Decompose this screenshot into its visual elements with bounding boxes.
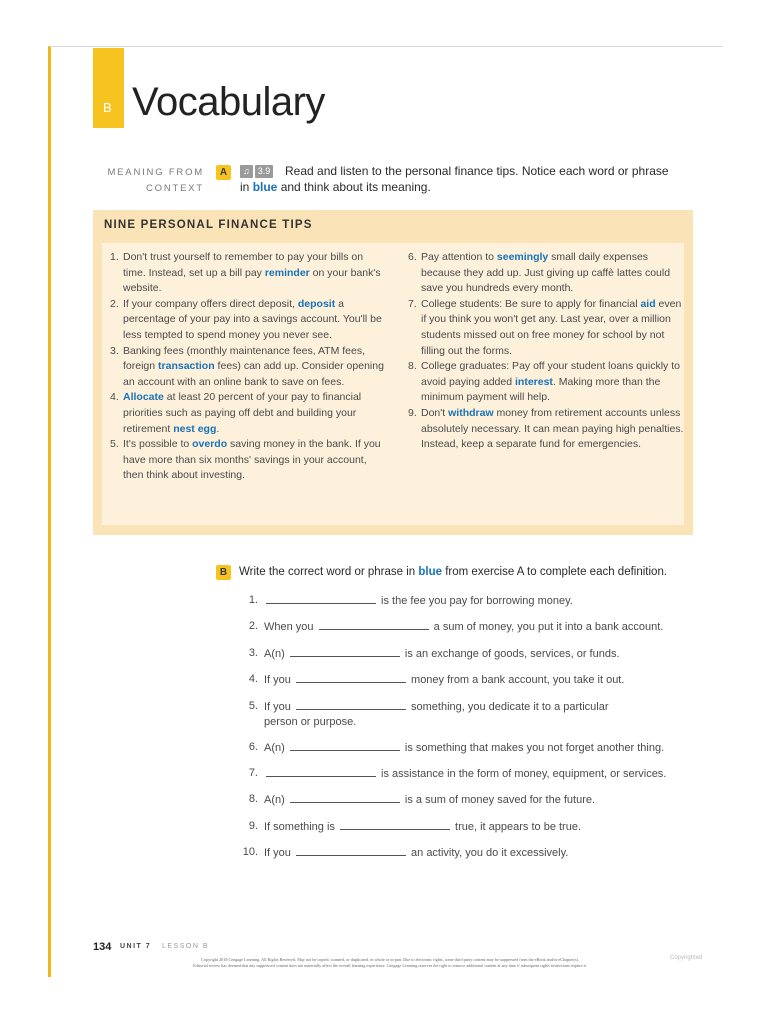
page-number: 134: [93, 941, 112, 953]
definition-text: [264, 699, 624, 740]
footer-lesson: LESSON B: [162, 943, 210, 950]
tip-text: [421, 297, 684, 359]
tip-text-post: a percentage of your pay into a savings account. You'll be less tempted to spend money you never see.: [123, 297, 382, 341]
tip-item: [110, 297, 386, 344]
audio-track-number: 3.9: [255, 165, 274, 178]
tip-text-pre: It's possible to: [123, 438, 193, 451]
tip-text-pre: College students: Be sure to apply for financial: [421, 297, 641, 310]
tip-number: 8.: [408, 360, 417, 373]
definition-after: is an exchange of goods, services, or funds.: [401, 647, 620, 660]
tip-item: [110, 390, 386, 437]
answer-blank[interactable]: [290, 792, 400, 803]
tip-text-pre: Don't: [421, 406, 449, 419]
tips-column-left: [110, 250, 386, 484]
answer-blank[interactable]: [290, 646, 400, 657]
definition-after: an activity, you do it excessively.: [407, 847, 569, 860]
definition-before: A(n): [264, 741, 288, 754]
definition-after: is something that makes you not forget another thing.: [401, 741, 665, 754]
instruction-a-prefix: Read and listen to the personal finance tips. Notice each word or phrase in: [240, 164, 669, 194]
copyright-line1: Copyright 2018 Cengage Learning. All Rights Reserved. May not be copied, scanned, or duplicated, in whole or in part. Due to electronic rights, some third party content may be suppressed from the eBook and/or eChapter(s).: [201, 957, 579, 962]
tip-text: [123, 437, 386, 484]
tip-text-post: saving money in the bank. If you have more than six months' savings in your account, then think about investing.: [123, 438, 381, 482]
vocab-word: nest egg: [173, 422, 217, 435]
definition-item: [232, 792, 692, 818]
tip-text-post: fees) can add up. Consider opening an account with an online bank to save on fees.: [123, 360, 384, 388]
tip-text-pre: Banking fees (monthly maintenance fees, ATM fees, foreign: [123, 344, 366, 373]
tip-text: [421, 359, 684, 406]
definition-number: 4.: [248, 673, 258, 686]
answer-blank[interactable]: [340, 819, 450, 830]
watermark: Copyrighted: [670, 955, 703, 961]
exercise-b-instruction: [239, 564, 699, 580]
definition-number: 5.: [248, 699, 258, 712]
definition-number: 3.: [248, 646, 258, 659]
vocab-word: aid: [640, 297, 656, 310]
answer-blank[interactable]: [266, 766, 376, 777]
definition-after: is assistance in the form of money, equipment, or services.: [378, 767, 667, 780]
definition-text: [264, 792, 692, 818]
copyright-line2: Editorial review has deemed that any suppressed content does not materially affect the overall learning experience. Cengage Learning reserves the right to remove additional content at any time if subsequent rights restrictions require it.: [193, 963, 587, 968]
section-tab: [93, 48, 124, 128]
exercise-b-badge: B: [216, 565, 231, 580]
definitions-list: [232, 593, 692, 872]
tip-number: 6.: [408, 251, 417, 263]
section-label-line1: MEANING FROM: [107, 167, 204, 178]
instruction-b-suffix: from exercise A to complete each definition.: [442, 566, 668, 578]
tip-number: 2.: [110, 297, 119, 310]
answer-blank[interactable]: [296, 845, 406, 856]
vocab-word: seemingly: [496, 251, 549, 263]
definition-after: money from a bank account, you take it out.: [407, 674, 625, 687]
tip-text: [123, 390, 386, 437]
page-title: Vocabulary: [132, 80, 325, 124]
answer-blank[interactable]: [296, 699, 406, 710]
tip-item: [408, 250, 684, 297]
instruction-b-prefix: Write the correct word or phrase in: [239, 566, 419, 578]
tip-text-pre: If your company offers direct deposit,: [123, 297, 298, 310]
definition-item: [232, 845, 692, 871]
tip-number: 5.: [110, 438, 119, 451]
vocab-word: withdraw: [448, 406, 494, 419]
definition-number: 6.: [248, 740, 258, 753]
headphones-icon: ♫: [240, 165, 253, 178]
definition-before: If you: [264, 674, 294, 687]
definition-number: 8.: [248, 793, 258, 806]
definition-before: A(n): [264, 647, 288, 660]
definition-before: If you: [264, 700, 294, 713]
tip-item: [110, 344, 386, 391]
exercise-a-instruction: [240, 163, 680, 195]
definition-after: something, you dedicate it to a particular person or purpose.: [264, 700, 609, 728]
instruction-a-blue: blue: [252, 180, 278, 194]
vocab-word: overdo: [192, 438, 228, 451]
instruction-b-blue: blue: [418, 566, 443, 578]
tip-text: [123, 297, 386, 344]
definition-item: [232, 672, 692, 698]
definition-text: [264, 593, 692, 619]
tips-inner: [102, 243, 684, 525]
tip-text: [123, 250, 386, 297]
answer-blank[interactable]: [290, 740, 400, 751]
vocab-word: transaction: [158, 360, 215, 373]
section-letter: B: [103, 100, 112, 115]
tip-text-post2: .: [216, 422, 220, 435]
definition-text: [264, 672, 692, 698]
tip-text-pre: College graduates: Pay off your student loans quickly to avoid paying added: [421, 360, 680, 388]
tip-text-post: . Making more than the minimum payment will help.: [421, 375, 661, 404]
definition-before: If something is: [264, 820, 338, 833]
footer-unit: UNIT 7: [120, 943, 152, 950]
instruction-a-suffix: and think about its meaning.: [277, 180, 431, 194]
definition-number: 7.: [248, 766, 258, 779]
answer-blank[interactable]: [266, 593, 376, 604]
tip-item: [408, 297, 684, 359]
definition-after: a sum of money, you put it into a bank account.: [430, 621, 664, 634]
tips-column-right: [408, 250, 684, 453]
tip-number: 4.: [110, 391, 119, 404]
tip-number: 3.: [110, 344, 119, 357]
definition-item: [232, 593, 692, 619]
answer-blank[interactable]: [296, 672, 406, 683]
definition-number: 9.: [248, 819, 258, 832]
definition-text: [264, 646, 692, 672]
definition-number: 1.: [248, 594, 258, 606]
definition-after: is a sum of money saved for the future.: [401, 794, 596, 807]
definition-item: [232, 740, 692, 766]
vocab-word: interest: [515, 375, 553, 388]
section-label: [100, 165, 204, 197]
definition-number: 2.: [248, 620, 258, 633]
definition-after: is the fee you pay for borrowing money.: [378, 595, 573, 607]
tip-text-pre: Don't trust yourself to remember to pay your bills on time. Instead, set up a bill pay: [123, 251, 364, 279]
tip-text: [421, 250, 684, 297]
copyright-notice: [110, 957, 670, 969]
tip-number: 7.: [408, 297, 417, 310]
definition-before: When you: [264, 621, 317, 634]
definition-text: [264, 619, 692, 645]
tip-item: [408, 406, 684, 453]
tip-text-post: at least 20 percent of your pay to financial priorities such as paying off debt and building your retirement: [123, 391, 362, 435]
tips-title: NINE PERSONAL FINANCE TIPS: [104, 219, 313, 231]
tip-text-post: even if you think you won't get any. Last year, over a million students missed out on free money for school by not filling out the forms.: [421, 297, 682, 357]
tip-text-post: small daily expenses because they add up. Just giving up caffè lattes could save you hundreds every month.: [421, 251, 671, 295]
exercise-a-badge: A: [216, 165, 231, 180]
vocab-word: Allocate: [123, 391, 164, 404]
tip-item: [110, 437, 386, 484]
definition-item: [232, 619, 692, 645]
tip-text-post: money from retirement accounts unless absolutely necessary. It can mean paying high penalties. Instead, keep a separate fund for emergencies.: [421, 406, 684, 451]
definition-item: [232, 766, 692, 792]
tip-item: [408, 359, 684, 406]
definition-before: If you: [264, 847, 294, 860]
vocab-word: deposit: [297, 297, 336, 310]
definition-item: [232, 819, 692, 845]
definition-after: true, it appears to be true.: [451, 820, 582, 833]
tip-text: [123, 344, 386, 391]
definition-text: [264, 766, 692, 792]
tip-text-post: on your bank's website.: [123, 266, 381, 295]
definition-number: 10.: [242, 846, 258, 859]
definition-text: [264, 819, 692, 845]
tips-box: [93, 210, 693, 535]
tip-text: [421, 406, 684, 453]
definition-item: [232, 699, 692, 740]
definition-before: A(n): [264, 794, 288, 807]
tip-number: 1.: [110, 251, 119, 263]
section-label-line2: CONTEXT: [146, 183, 204, 194]
tip-number: 9.: [408, 406, 417, 419]
tip-item: [110, 250, 386, 297]
definition-item: [232, 646, 692, 672]
answer-blank[interactable]: [319, 619, 429, 630]
definition-text: [264, 845, 692, 871]
vocab-word: reminder: [264, 266, 310, 279]
definition-text: [264, 740, 692, 766]
tip-text-pre: Pay attention to: [421, 251, 497, 263]
